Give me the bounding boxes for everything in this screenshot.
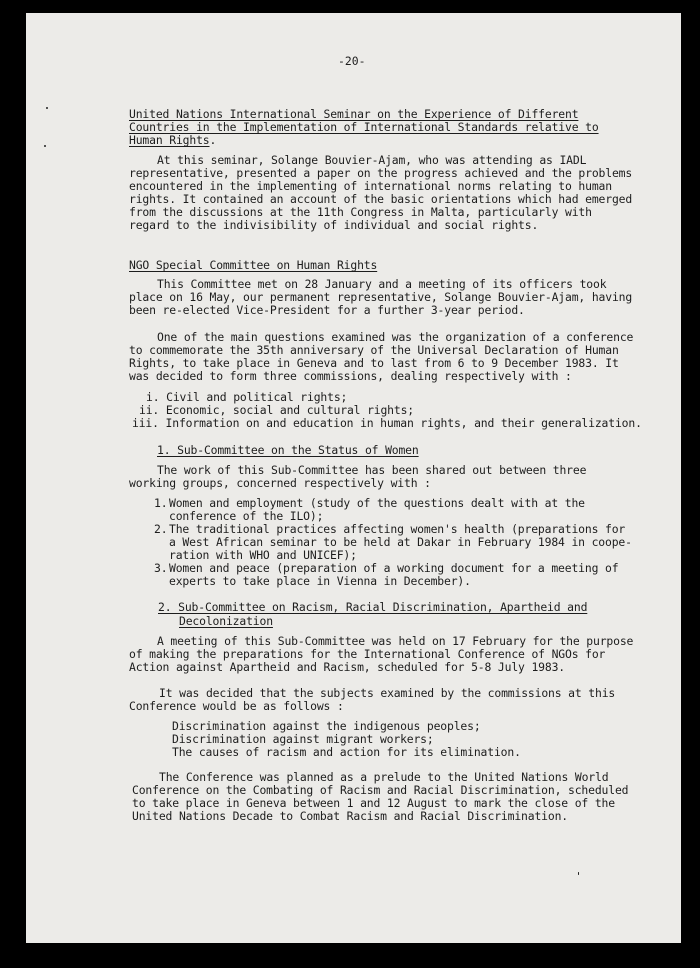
commission-item: i. Civil and political rights; xyxy=(146,390,348,404)
racism-para-line: A meeting of this Sub-Committee was held on 17 February for the purpose xyxy=(157,634,634,648)
page-speck xyxy=(46,107,48,109)
ngo-para-line: been re-elected Vice-President for a further 3-year period. xyxy=(129,303,525,317)
ngo-committee-heading: NGO Special Committee on Human Rights xyxy=(129,258,378,272)
conference-para-line: The Conference was planned as a prelude to the United Nations World xyxy=(159,770,609,784)
document-page xyxy=(26,13,681,943)
women-subcommittee-heading: 1. Sub-Committee on the Status of Women xyxy=(157,443,419,457)
working-group-number: 2. xyxy=(154,522,168,536)
working-group-line: Women and peace (preparation of a working document for a meeting of xyxy=(169,561,619,575)
commission-item: ii. Economic, social and cultural rights; xyxy=(139,403,415,417)
working-group-line: The traditional practices affecting women's health (preparations for xyxy=(169,522,626,536)
ngo-para-line: to commemorate the 35th anniversary of the Universal Declaration of Human xyxy=(129,343,619,357)
working-group-line: experts to take place in Vienna in December). xyxy=(169,574,471,588)
seminar-para-line: representative, presented a paper on the progress achieved and the problems xyxy=(129,166,633,180)
racism-para-line: It was decided that the subjects examined by the commissions at this xyxy=(159,686,616,700)
seminar-para-line: regard to the indivisibility of individual and social rights. xyxy=(129,218,539,232)
working-group-line: ration with WHO and UNICEF); xyxy=(169,548,357,562)
women-para-line: working groups, concerned respectively with : xyxy=(129,476,431,490)
ngo-para-line: One of the main questions examined was the organization of a conference xyxy=(157,330,634,344)
racism-para-line: of making the preparations for the International Conference of NGOs for xyxy=(129,647,606,661)
seminar-heading-line-3: Human Rights. xyxy=(129,133,217,147)
seminar-para-line: rights. It contained an account of the basic orientations which had emerged xyxy=(129,192,633,206)
page-speck xyxy=(578,872,579,875)
racism-subcommittee-heading-line-1: 2. Sub-Committee on Racism, Racial Discrimination, Apartheid and xyxy=(158,600,588,614)
seminar-heading-line-2: Countries in the Implementation of International Standards relative to xyxy=(129,120,599,134)
working-group-line: Women and employment (study of the questions dealt with at the xyxy=(169,496,585,510)
conference-subject: Discrimination against the indigenous peoples; xyxy=(172,719,481,733)
seminar-heading-line-1: United Nations International Seminar on the Experience of Different xyxy=(129,107,579,121)
conference-subject: Discrimination against migrant workers; xyxy=(172,732,434,746)
working-group-number: 3. xyxy=(154,561,168,575)
working-group-line: conference of the ILO); xyxy=(169,509,324,523)
conference-para-line: United Nations Decade to Combat Racism and Racial Discrimination. xyxy=(132,809,569,823)
ngo-para-line: Rights, to take place in Geneva and to last from 6 to 9 December 1983. It xyxy=(129,356,619,370)
conference-para-line: to take place in Geneva between 1 and 12 August to mark the close of the xyxy=(132,796,615,810)
working-group-line: a West African seminar to be held at Dakar in February 1984 in coope- xyxy=(169,535,632,549)
ngo-para-line: was decided to form three commissions, dealing respectively with : xyxy=(129,369,572,383)
ngo-para-line: This Committee met on 28 January and a meeting of its officers took xyxy=(157,277,607,291)
working-group-number: 1. xyxy=(154,496,168,510)
racism-subcommittee-heading-line-2: Decolonization xyxy=(179,614,273,628)
seminar-para-line: At this seminar, Solange Bouvier-Ajam, who was attending as IADL xyxy=(157,153,587,167)
page-speck xyxy=(44,145,46,147)
ngo-para-line: place on 16 May, our permanent representative, Solange Bouvier-Ajam, having xyxy=(129,290,633,304)
conference-para-line: Conference on the Combating of Racism and Racial Discrimination, scheduled xyxy=(132,783,629,797)
commission-item: iii. Information on and education in human rights, and their generalization. xyxy=(132,416,642,430)
women-para-line: The work of this Sub-Committee has been shared out between three xyxy=(157,463,587,477)
racism-para-line: Action against Apartheid and Racism, scheduled for 5-8 July 1983. xyxy=(129,660,566,674)
seminar-para-line: from the discussions at the 11th Congress in Malta, particularly with xyxy=(129,205,592,219)
page-number: -20- xyxy=(338,54,366,68)
conference-subject: The causes of racism and action for its elimination. xyxy=(172,745,521,759)
racism-para-line: Conference would be as follows : xyxy=(129,699,344,713)
seminar-para-line: encountered in the implementing of international norms relating to human xyxy=(129,179,612,193)
